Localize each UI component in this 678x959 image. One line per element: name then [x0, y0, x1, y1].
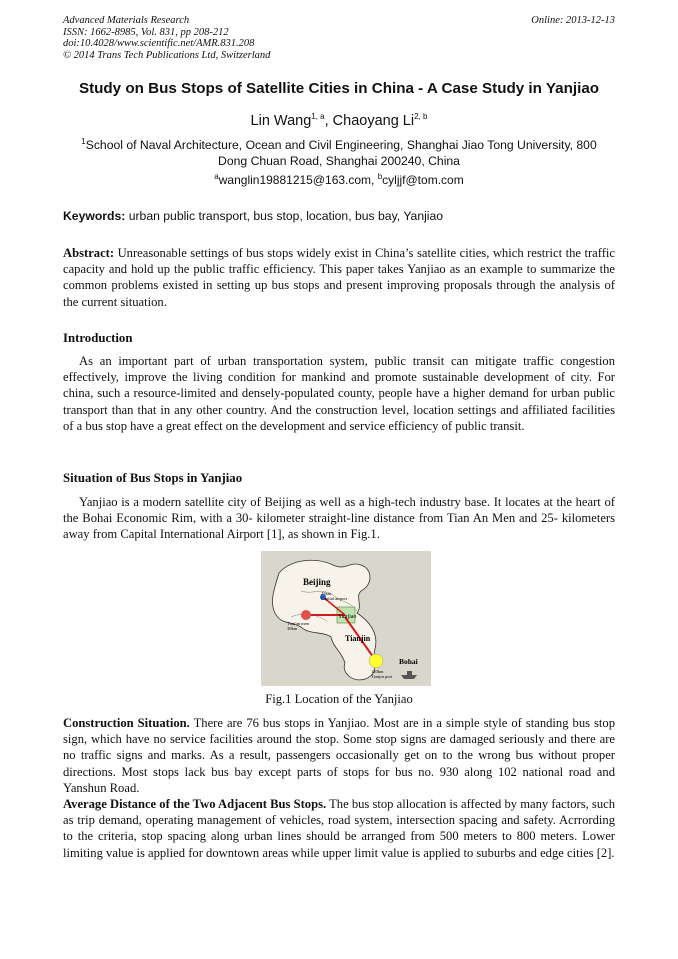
online-date: Online: 2013-12-13 — [531, 15, 615, 26]
affiliation-text: School of Naval Architecture, Ocean and Civil Engineering, Shanghai Jiao Tong University, 800 Dong Chuan Road, Shanghai 200240, China — [85, 138, 597, 168]
map-label-line: 25km — [321, 591, 332, 596]
map-label-line: Tian'an men — [287, 621, 310, 626]
affiliation — [66, 137, 612, 169]
author-2: Chaoyang Li — [332, 113, 415, 129]
tianjin-port-marker — [369, 654, 383, 668]
email-a-marker: a — [214, 172, 219, 181]
yanjiao-label: Yanjiao — [338, 614, 357, 620]
copyright-line: © 2014 Trans Tech Publications Ltd, Switzerland — [63, 49, 271, 61]
issn-line: ISSN: 1662-8985, Vol. 831, pp 208-212 — [63, 26, 229, 38]
bohai-label: Bohai — [399, 657, 418, 666]
average-distance-text: The bus stop allocation is affected by many factors, such as trip demand, operating management of vehicles, road system, intersection spacing and safety. Acrrording to the criteria, stop spacing along urban lines should be arranged from 500 meters to 800 meters. Lower limiting value is applied for downtown areas while upper limit value is applied to suburbs and edge cities [2]. — [63, 797, 616, 860]
keywords-line — [63, 209, 615, 223]
paper-title: Study on Bus Stops of Satellite Cities in China - A Case Study in Yanjiao — [78, 80, 600, 97]
introduction-heading: Introduction — [63, 331, 133, 345]
tianjin-label: Tianjin — [345, 634, 371, 643]
situation-heading: Situation of Bus Stops in Yanjiao — [63, 471, 243, 485]
figure-caption: Fig.1 Location of the Yanjiao — [265, 692, 413, 706]
email-a[interactable]: wanglin19881215@163.com — [218, 173, 372, 187]
location-map-figure — [261, 551, 431, 686]
map-label-line: Tianjin port — [371, 673, 393, 679]
emails-line — [40, 173, 638, 187]
abstract-label: Abstract: — [63, 246, 115, 260]
author-separator: , — [324, 113, 333, 129]
introduction-paragraph: As an important part of urban transportation system, public transit can mitigate traffic congestion effectively, improve the living condition for mankind and promote sustainable development of city. For china, such a resource-limited and densely-populated county, people have a higher demand for urban public transport than that in any other country. And the construction level, location settings and affiliated facilities of a bus stop have a great effect on the development and service efficiency of public transit. — [63, 354, 615, 433]
keywords-label: Keywords: — [63, 209, 126, 223]
doi-line[interactable]: doi:10.4028/www.scientific.net/AMR.831.208 — [63, 38, 255, 50]
keywords-text: urban public transport, bus stop, location, bus bay, Yanjiao — [128, 209, 444, 223]
average-distance-label: Average Distance of the Two Adjacent Bus Stops. — [63, 797, 327, 811]
author-1: Lin Wang — [250, 113, 312, 129]
authors-line — [40, 113, 638, 129]
map-label-line: 120km — [371, 669, 384, 674]
email-b[interactable]: cyljjf@tom.com — [382, 173, 464, 187]
average-distance-paragraph — [63, 796, 615, 861]
situation-paragraph: Yanjiao is a modern satellite city of Beijing as well as a high-tech industry base. It locates at the heart of the Bohai Economic Rim, with a 30- kilometer straight-line distance from Tian An Men and 25- kilometers away from Capital International Airport [1], as shown in Fig.1. — [63, 495, 615, 542]
journal-name: Advanced Materials Research — [63, 15, 190, 26]
abstract-text: Unreasonable settings of bus stops widely exist in China’s satellite cities, which restrict the traffic capacity and hold up the public traffic efficiency. This paper takes Yanjiao as an example to summarize the common problems existed in setting up bus stops and present improving proposals through the analysis of the current situation. — [63, 246, 615, 309]
ship-icon-cabin — [407, 671, 412, 675]
abstract-paragraph — [63, 245, 615, 310]
author-1-marker: 1, a — [311, 112, 325, 122]
tiananmen-marker — [301, 610, 311, 620]
page-header — [63, 15, 615, 61]
affiliation-marker: 1 — [81, 136, 86, 146]
construction-paragraph — [63, 715, 615, 796]
email-separator: , — [371, 173, 378, 187]
author-2-marker: 2, b — [414, 112, 428, 122]
construction-label: Construction Situation. — [63, 716, 190, 730]
beijing-label: Beijing — [303, 577, 331, 587]
email-b-marker: b — [377, 172, 383, 181]
map-label-line: 30km — [287, 625, 298, 631]
map-label-line: Capital airport — [321, 595, 348, 601]
construction-text: There are 76 bus stops in Yanjiao. Most are in a simple style of standing bus stop sign, which have no service facilities around the stop. Some stop signs are damaged seriously and there are no traffic signs and marks. As a result, passengers occasionally get on to the wrong bus without proper directions. Most stops lack bus bay except parts of stops for bus no. 930 along 102 national road and Yanshun Road. — [63, 716, 616, 795]
